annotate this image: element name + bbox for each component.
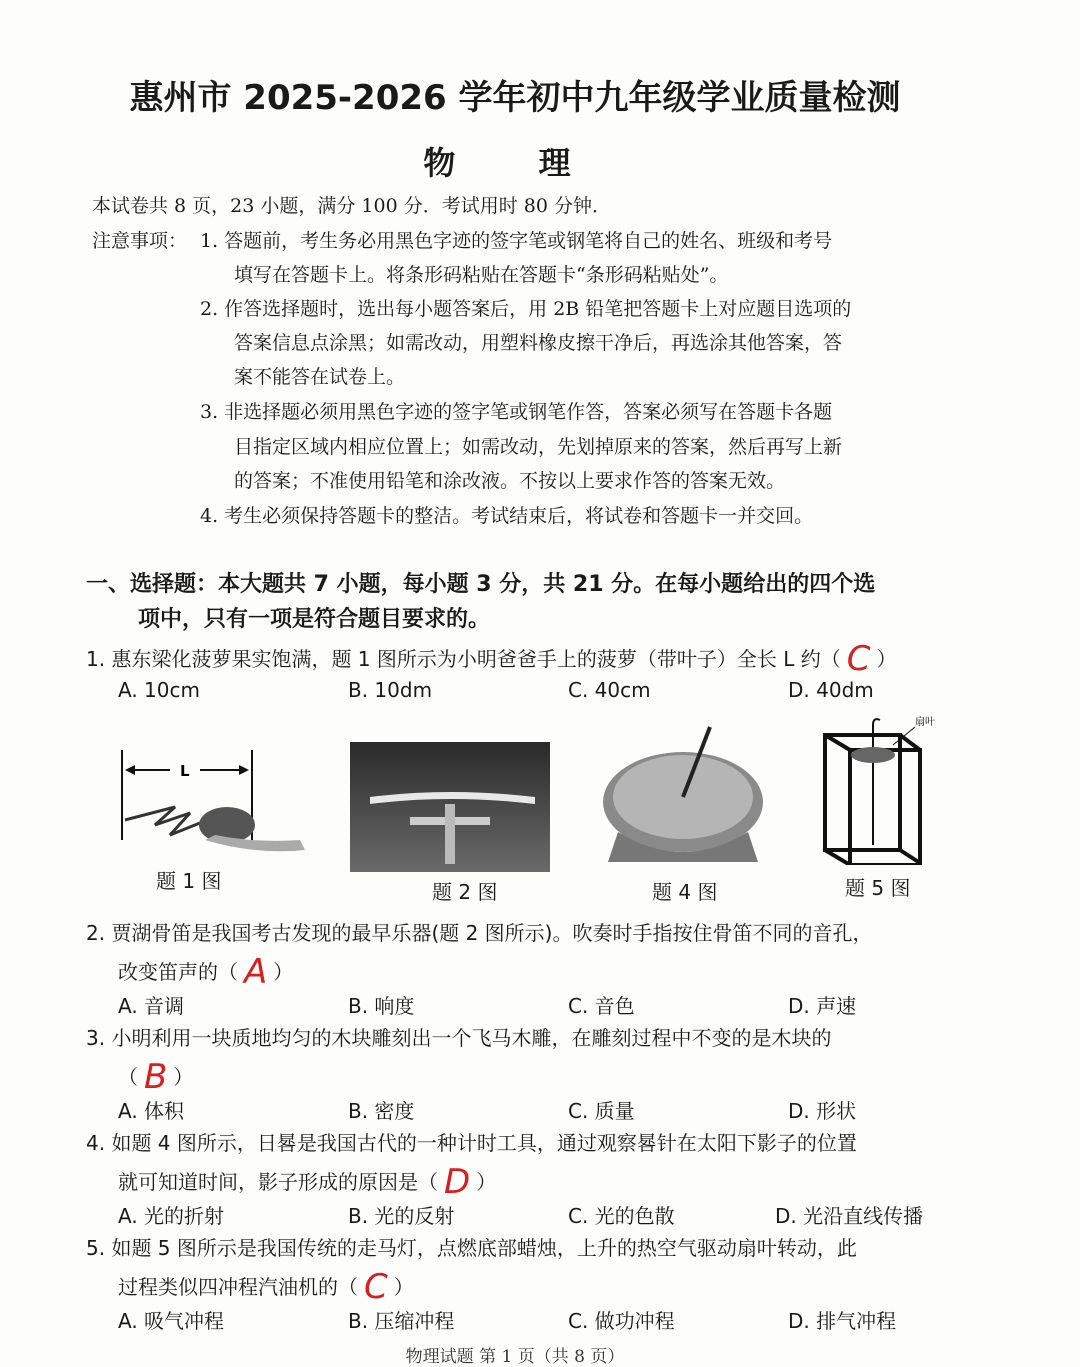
figure-1-length-label: L (180, 762, 190, 780)
note-1-line-2: 填写在答题卡上。将条形码粘贴在答题卡“条形码粘贴处”。 (234, 264, 729, 286)
question-4-line-1: 4. 如题 4 图所示，日晷是我国古代的一种计时工具，通过观察晷针在太阳下影子的位置 (86, 1131, 857, 1155)
q5-option-c: C. 做功冲程 (568, 1309, 675, 1333)
figure-5-caption: 题 5 图 (845, 876, 911, 900)
q1-option-b: B. 10dm (348, 678, 433, 702)
question-5-text: 过程类似四冲程汽油机的（ (118, 1275, 358, 1299)
question-1 (86, 639, 897, 679)
q2-option-b: B. 响度 (348, 994, 415, 1018)
note-2-line-1: 2. 作答选择题时，选出每小题答案后，用 2B 铅笔把答题卡上对应题目选项的 (200, 298, 852, 320)
q1-option-a: A. 10cm (118, 678, 200, 702)
q1-option-c: C. 40cm (568, 678, 651, 702)
paren: ） (476, 1170, 497, 1194)
note-2-line-3: 案不能答在试卷上。 (234, 366, 406, 388)
question-4-answer: D (444, 1162, 471, 1202)
question-1-answer: C (846, 639, 871, 679)
question-4-text: 就可知道时间，影子形成的原因是（ (118, 1170, 438, 1194)
question-4-line-2 (118, 1162, 497, 1202)
q4-option-c: C. 光的色散 (568, 1204, 675, 1228)
figure-5-fan-label: 扇叶 (915, 717, 935, 728)
question-3-answer: B (144, 1057, 168, 1097)
question-2-text: 改变笛声的（ (118, 960, 238, 984)
question-3-line-2 (118, 1057, 194, 1097)
q1-option-d: D. 40dm (788, 678, 874, 702)
q3-option-d: D. 形状 (788, 1099, 857, 1123)
figure-5-revolving-lantern (815, 715, 945, 865)
q2-option-a: A. 音调 (118, 994, 185, 1018)
question-1-text: 1. 惠东梁化菠萝果实饱满，题 1 图所示为小明爸爸手上的菠萝（带叶子）全长 L 约（ (86, 647, 841, 671)
question-5-line-1: 5. 如题 5 图所示是我国传统的走马灯，点燃底部蜡烛，上升的热空气驱动扇叶转动，此 (86, 1236, 857, 1260)
figure-4-caption: 题 4 图 (652, 880, 718, 904)
question-2-line-2 (118, 952, 294, 992)
figure-2-bone-flute (350, 742, 550, 872)
q3-option-c: C. 质量 (568, 1099, 635, 1123)
question-2-line-1: 2. 贾湖骨笛是我国考古发现的最早乐器(题 2 图所示)。吹奏时手指按住骨笛不同的音孔， (86, 921, 873, 945)
question-3-text: （ (118, 1065, 138, 1089)
notes-label: 注意事项： (92, 230, 188, 252)
page-footer: 物理试题 第 1 页（共 8 页） (405, 1347, 625, 1367)
exam-title: 惠州市 2025-2026 学年初中九年级学业质量检测 (129, 78, 901, 118)
section-heading-line-2: 项中，只有一项是符合题目要求的。 (138, 607, 491, 632)
note-1-line-1: 1. 答题前，考生务必用黑色字迹的签字笔或钢笔将自己的姓名、班级和考号 (200, 230, 833, 252)
question-3-line-1: 3. 小明利用一块质地均匀的木块雕刻出一个飞马木雕，在雕刻过程中不变的是木块的 (86, 1026, 832, 1050)
note-3-line-3: 的答案；不准使用铅笔和涂改液。不按以上要求作答的答案无效。 (234, 470, 786, 492)
figure-1-caption: 题 1 图 (156, 869, 222, 893)
note-3-line-1: 3. 非选择题必须用黑色字迹的签字笔或钢笔作答，答案必须写在答题卡各题 (200, 401, 833, 423)
q2-option-c: C. 音色 (568, 994, 635, 1018)
section-heading-line-1: 一、选择题：本大题共 7 小题，每小题 3 分，共 21 分。在每小题给出的四个选 (86, 572, 876, 597)
note-3-line-2: 目指定区域内相应位置上；如需改动，先划掉原来的答案，然后再写上新 (234, 436, 843, 458)
question-5-line-2 (118, 1267, 414, 1307)
q4-option-b: B. 光的反射 (348, 1204, 455, 1228)
q5-option-b: B. 压缩冲程 (348, 1309, 455, 1333)
paren: ） (173, 1065, 194, 1089)
note-2-line-2: 答案信息点涂黑；如需改动，用塑料橡皮擦干净后，再选涂其他答案，答 (234, 332, 843, 354)
q2-option-d: D. 声速 (788, 994, 857, 1018)
note-4-line-1: 4. 考生必须保持答题卡的整洁。考试结束后，将试卷和答题卡一并交回。 (200, 505, 814, 527)
figure-4-sundial (598, 722, 768, 872)
figure-2-caption: 题 2 图 (432, 880, 498, 904)
subject-title: 物 理 (423, 144, 607, 182)
q5-option-a: A. 吸气冲程 (118, 1309, 225, 1333)
q3-option-a: A. 体积 (118, 1099, 185, 1123)
figure-1-pineapple (115, 745, 310, 870)
q4-option-d: D. 光沿直线传播 (775, 1204, 924, 1228)
q5-option-d: D. 排气冲程 (788, 1309, 897, 1333)
exam-info: 本试卷共 8 页，23 小题，满分 100 分．考试用时 80 分钟． (92, 195, 611, 217)
paren: ） (273, 960, 294, 984)
q3-option-b: B. 密度 (348, 1099, 415, 1123)
paren: ） (876, 647, 897, 671)
paren: ） (393, 1275, 414, 1299)
q4-option-a: A. 光的折射 (118, 1204, 225, 1228)
question-2-answer: A (244, 952, 268, 992)
question-5-answer: C (364, 1267, 388, 1307)
